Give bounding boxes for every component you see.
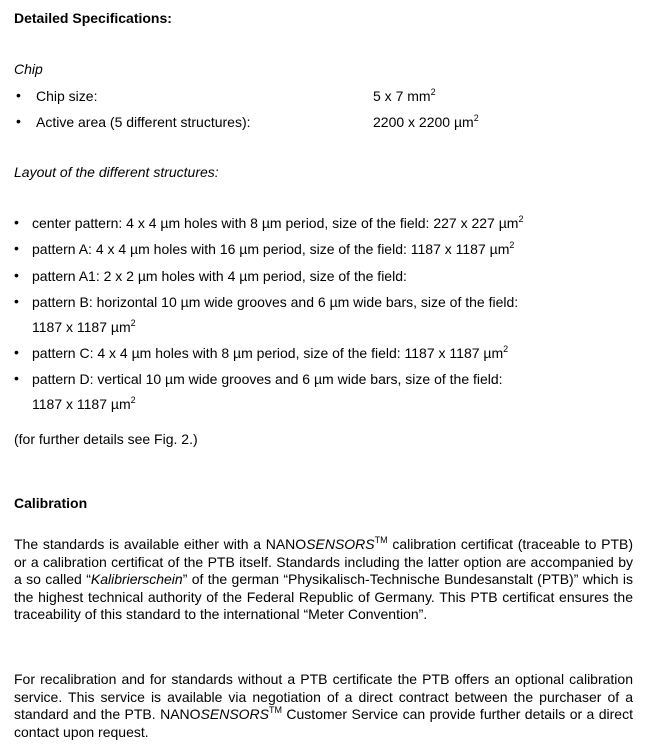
active-area-value: 2200 x 2200 µm$^2$ bbox=[373, 113, 479, 130]
bullet-icon: • bbox=[16, 87, 21, 103]
bullet-icon: • bbox=[16, 113, 21, 129]
bullet-icon: • bbox=[14, 293, 19, 309]
structure-item-a1: pattern A1: 2 x 2 µm holes with 4 µm period, size of the field: bbox=[32, 268, 407, 284]
layout-heading: Layout of the different structures: bbox=[14, 164, 219, 180]
structure-item-center: center pattern: 4 x 4 µm holes with 8 µm period, size of the field: 227 x 227 µm$^2$ bbox=[32, 214, 524, 231]
active-area-label: Active area (5 different structures): bbox=[36, 114, 251, 130]
bullet-icon: • bbox=[14, 267, 19, 283]
chip-heading: Chip bbox=[14, 61, 43, 77]
bullet-icon: • bbox=[14, 240, 19, 256]
calibration-paragraph-2: For recalibration and for standards without a PTB certificate the PTB offers an optional calibration service. This service is available via negotiation of a direct contract between the purchaser of a standard and the PTB. NANOSENSORS™ Customer Service can provide further details or a direct contact upon request. bbox=[14, 671, 633, 740]
bullet-icon: • bbox=[14, 370, 19, 386]
further-details-note: (for further details see Fig. 2.) bbox=[14, 431, 198, 447]
structure-item-b: pattern B: horizontal 10 µm wide grooves and 6 µm wide bars, size of the field: bbox=[32, 294, 519, 310]
structure-item-c: pattern C: 4 x 4 µm holes with 8 µm period, size of the field: 1187 x 1187 µm$^2$ bbox=[32, 344, 509, 361]
structure-item-d-cont: 1187 x 1187 µm$^2$ bbox=[32, 395, 136, 412]
structure-item-b-cont: 1187 x 1187 µm$^2$ bbox=[32, 318, 136, 335]
calibration-paragraph-1: The standards is available either with a NANOSENSORS™ calibration certificat (traceable to PTB) or a calibration certificat of the PTB itself. Standards including the latter option are accompanied by a so called “Kalibrierschein” of the german “Physikalisch-Technische Bundesanstalt (PTB)” which is the highest technical authority of the Federal Republic of Germany. This PTB certificat ensures the traceability of this standard to the international “Meter Convention”. bbox=[14, 535, 633, 622]
specs-title: Detailed Specifications: bbox=[14, 10, 172, 26]
bullet-icon: • bbox=[14, 344, 19, 360]
chip-size-value: 5 x 7 $mm^2$ bbox=[373, 87, 436, 104]
calibration-title: Calibration bbox=[14, 495, 88, 511]
chip-size-label: Chip size: bbox=[36, 88, 98, 104]
structure-item-d: pattern D: vertical 10 µm wide grooves and 6 µm wide bars, size of the field: bbox=[32, 371, 503, 387]
structure-item-a: pattern A: 4 x 4 µm holes with 16 µm period, size of the field: 1187 x 1187 µm$^2$ bbox=[32, 240, 515, 257]
bullet-icon: • bbox=[14, 214, 19, 230]
